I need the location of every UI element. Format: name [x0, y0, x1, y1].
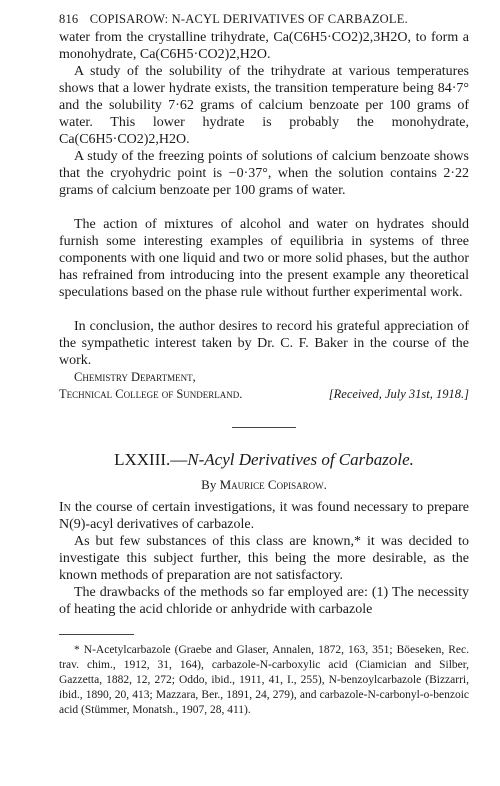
lead-in: In — [59, 500, 71, 515]
drawbacks-paragraph: The drawbacks of the methods so far employed are: (1) The necessity of heating the acid chloride or anhydride with carbazole — [59, 585, 469, 617]
solubility-paragraph: A study of the solubility of the trihydrate at various temperatures shows that a lower hydrate exists, the transition temperature being 84·7° and the solubility 7·62 grams of calcium benzoate per 100 grams of water. This lower hydrate is probably the monohydrate, Ca(C6H5·CO2)2,H2O. — [59, 64, 469, 147]
running-title: COPISAROW: N-ACYL DERIVATIVES OF CARBAZOLE. — [89, 12, 408, 26]
trihydrate-paragraph: water from the crystalline trihydrate, Ca(C6H5·CO2)2,3H2O, to form a monohydrate, Ca(C6H5·CO2)2,H2O. — [59, 30, 469, 62]
byline — [59, 476, 469, 493]
footnote-rule — [59, 634, 134, 635]
college-line: Technical College of Sunderland. — [59, 387, 243, 401]
running-head — [59, 11, 469, 29]
intro-text: the course of certain investigations, it was found necessary to prepare N(9)-acyl derivatives of carbazole. — [59, 500, 469, 532]
journal-page — [59, 11, 469, 718]
department-line: Chemistry Department, — [74, 370, 196, 384]
article-title — [59, 450, 469, 470]
intro-paragraph — [59, 499, 469, 533]
freezing-point-paragraph: A study of the freezing points of solutions of calcium benzoate shows that the cryohydric point is −0·37°, when the solution contains 2·22 grams of calcium benzoate per 100 grams of water. — [59, 149, 469, 198]
page-number: 816 — [59, 12, 79, 26]
article-title-text: N-Acyl Derivatives of Carbazole. — [187, 450, 414, 469]
byline-by: By — [201, 477, 217, 492]
received-date: [Received, July 31st, 1918.] — [328, 387, 469, 401]
section-divider — [232, 427, 296, 428]
conclusion-paragraph: In conclusion, the author desires to record his grateful appreciation of the sympathetic interest taken by Dr. C. F. Baker in the course of the work. — [59, 319, 469, 368]
few-substances-paragraph: As but few substances of this class are known,* it was decided to investigate this subject further, this being the more desirable, as the known methods of preparation are not satisfactory. — [59, 534, 469, 583]
author-name: Maurice Copisarow. — [219, 477, 327, 492]
signature-block — [59, 369, 469, 403]
footnote: * N-Acetylcarbazole (Graebe and Glaser, Annalen, 1872, 163, 351; Böeseken, Rec. trav. chim., 1912, 31, 164), carbazole-N-carboxylic acid (Ciamician and Silber, Gazzetta, 1882, 12, 272; Oddo, ibid., 1911, 41, I., 255), N-benzoylcarbazole (Bizzarri, ibid., 1890, 20, 413; Mazzara, Ber., 1891, 24, 279), and carbazole-N-carbonyl-o-benzoic acid (Stümmer, Monatsh., 1907, 28, 411). — [59, 644, 469, 716]
article-number: LXXIII.— — [114, 450, 188, 469]
mixtures-paragraph: The action of mixtures of alcohol and water on hydrates should furnish some interesting examples of equilibria in systems of three components with one liquid and two or more solid phases, but the author has refrained from introducing into the present example any theoretical speculations based on the phase rule without further experimental work. — [59, 217, 469, 300]
